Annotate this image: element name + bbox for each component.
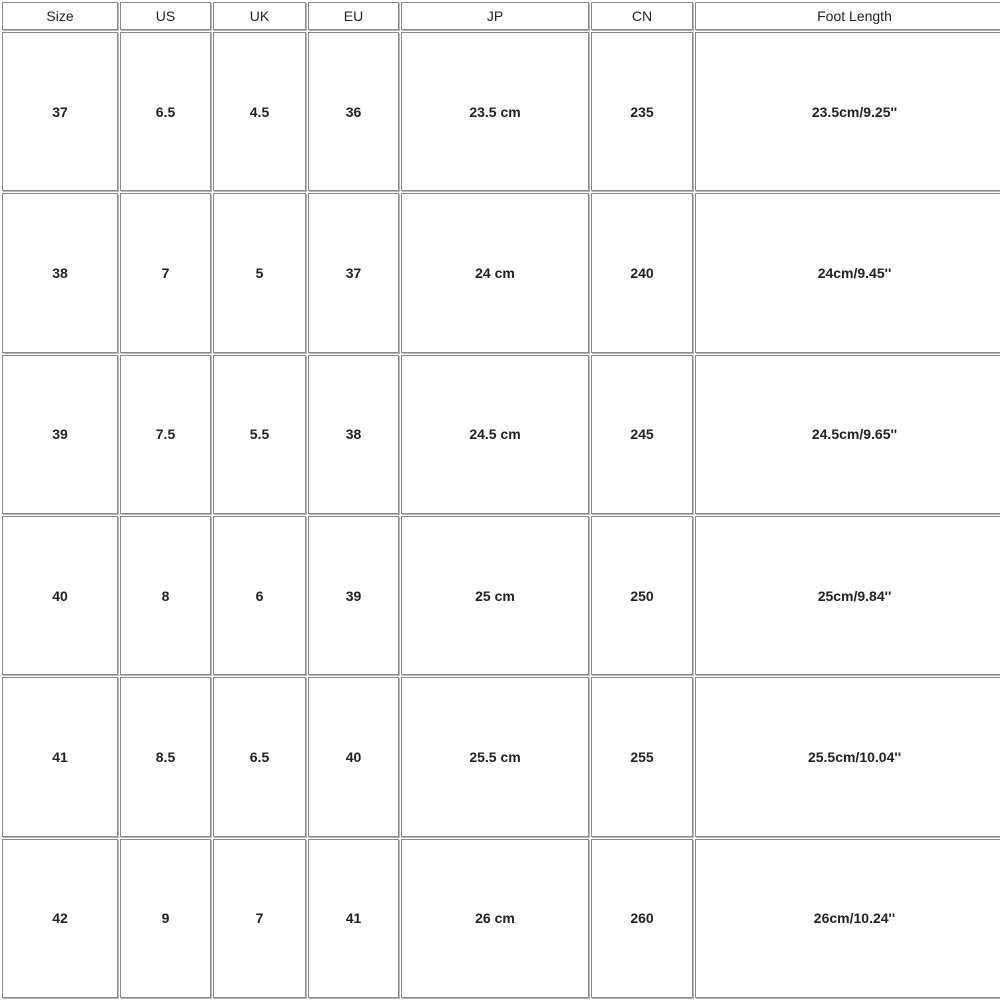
cell-us: 9	[120, 839, 211, 998]
cell-jp: 24 cm	[401, 193, 589, 352]
cell-foot-length: 24.5cm/9.65''	[695, 355, 1000, 514]
cell-eu: 39	[308, 516, 399, 675]
cell-eu: 37	[308, 193, 399, 352]
cell-cn: 255	[591, 677, 693, 836]
header-us: US	[120, 2, 211, 30]
cell-foot-length: 25.5cm/10.04''	[695, 677, 1000, 836]
cell-cn: 250	[591, 516, 693, 675]
cell-cn: 240	[591, 193, 693, 352]
cell-us: 8.5	[120, 677, 211, 836]
cell-foot-length: 23.5cm/9.25''	[695, 32, 1000, 191]
cell-uk: 5	[213, 193, 306, 352]
table-row	[2, 677, 1000, 836]
cell-cn: 260	[591, 839, 693, 998]
table-row	[2, 839, 1000, 998]
cell-uk: 6	[213, 516, 306, 675]
cell-eu: 40	[308, 677, 399, 836]
header-jp: JP	[401, 2, 589, 30]
cell-eu: 38	[308, 355, 399, 514]
header-uk: UK	[213, 2, 306, 30]
cell-size: 37	[2, 32, 118, 191]
cell-foot-length: 25cm/9.84''	[695, 516, 1000, 675]
table-row	[2, 32, 1000, 191]
cell-us: 7.5	[120, 355, 211, 514]
cell-size: 40	[2, 516, 118, 675]
cell-size: 42	[2, 839, 118, 998]
cell-jp: 23.5 cm	[401, 32, 589, 191]
cell-eu: 41	[308, 839, 399, 998]
cell-jp: 26 cm	[401, 839, 589, 998]
header-foot-length: Foot Length	[695, 2, 1000, 30]
table-row	[2, 516, 1000, 675]
table-row	[2, 355, 1000, 514]
cell-uk: 6.5	[213, 677, 306, 836]
cell-uk: 4.5	[213, 32, 306, 191]
cell-us: 8	[120, 516, 211, 675]
cell-us: 7	[120, 193, 211, 352]
table-row	[2, 193, 1000, 352]
cell-uk: 7	[213, 839, 306, 998]
header-row	[2, 2, 1000, 30]
cell-size: 39	[2, 355, 118, 514]
header-eu: EU	[308, 2, 399, 30]
cell-uk: 5.5	[213, 355, 306, 514]
cell-cn: 235	[591, 32, 693, 191]
cell-size: 38	[2, 193, 118, 352]
cell-jp: 25 cm	[401, 516, 589, 675]
cell-foot-length: 26cm/10.24''	[695, 839, 1000, 998]
cell-jp: 24.5 cm	[401, 355, 589, 514]
header-size: Size	[2, 2, 118, 30]
cell-foot-length: 24cm/9.45''	[695, 193, 1000, 352]
cell-us: 6.5	[120, 32, 211, 191]
header-cn: CN	[591, 2, 693, 30]
cell-size: 41	[2, 677, 118, 836]
cell-jp: 25.5 cm	[401, 677, 589, 836]
cell-eu: 36	[308, 32, 399, 191]
cell-cn: 245	[591, 355, 693, 514]
